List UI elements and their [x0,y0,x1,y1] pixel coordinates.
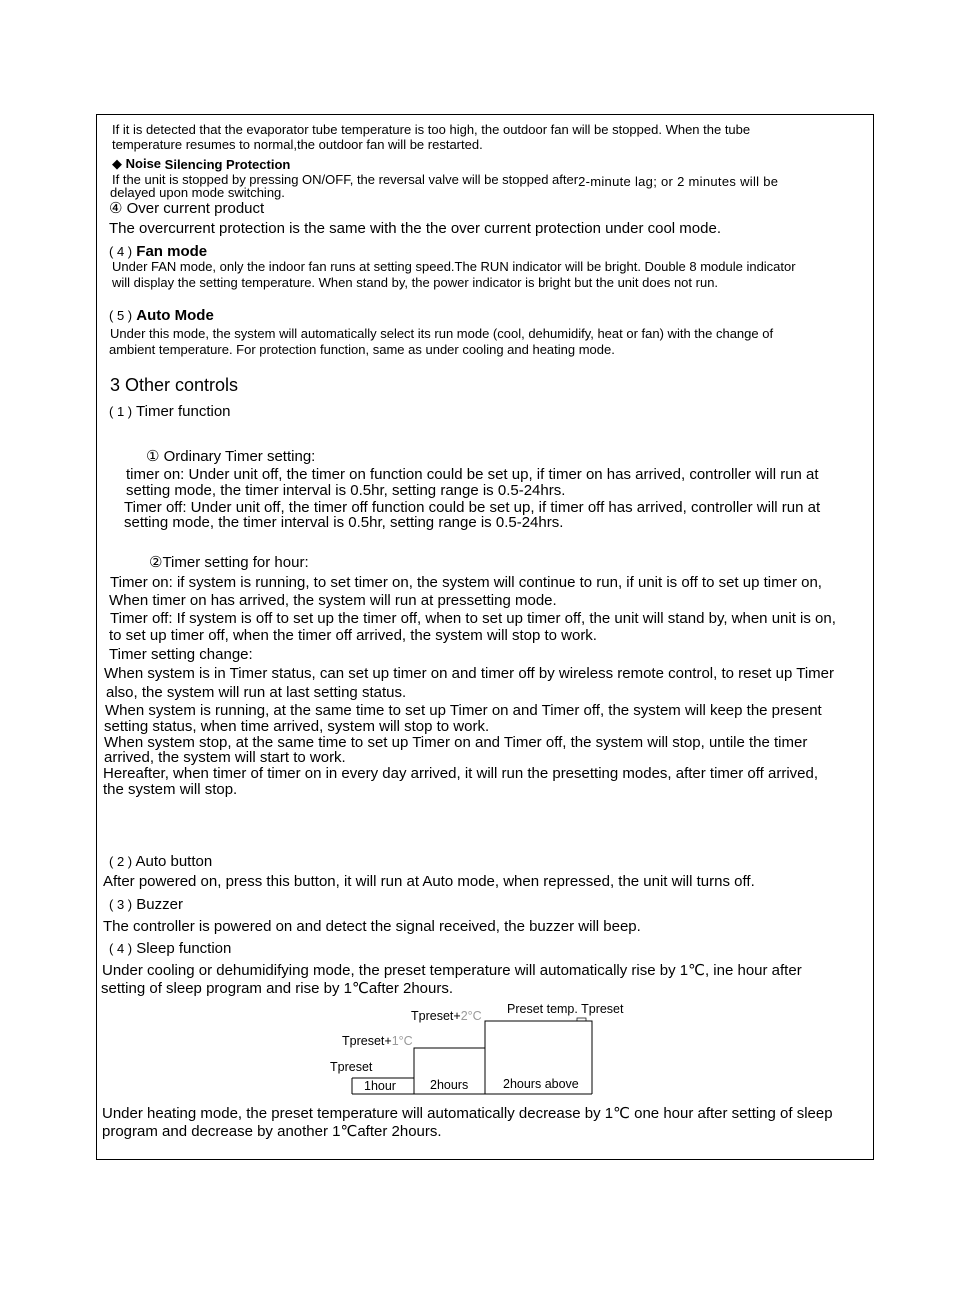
sleep-1b: setting of sleep program and rise by 1℃after 2hours. [101,980,454,997]
hour-1b: When timer on has arrived, the system will run at pressetting mode. [109,592,557,609]
timer-num: ( 1 ) [109,404,133,419]
fan-mode-heading [109,243,207,260]
segment-1hour: 1hour [364,1079,396,1093]
evap-line-2: temperature resumes to normal,the outdoor fan will be restarted. [112,137,483,152]
fan-mode-line-2: will display the setting temperature. When stand by, the power indicator is bright but the unit does not run. [112,275,719,290]
segment-2hours: 2hours [430,1078,469,1092]
evap-line-1: If it is detected that the evaporator tube temperature is too high, the outdoor fan will be stopped. When the tube [112,122,751,137]
noise-line-2: delayed upon mode switching. [110,185,285,200]
heat-1b: program and decrease by another 1℃after 2hours. [102,1123,442,1140]
auto-mode-line-2: ambient temperature. For protection function, same as under cooling and heating mode. [109,342,615,357]
tpreset-plus2-b: 2°C [460,1009,482,1023]
noise-heading [112,157,290,172]
tpreset-plus1-b: 1°C [391,1034,413,1048]
change-3a: When system stop, at the same time to set up Timer on and Timer off, the system will stop, untile the timer [104,734,808,751]
fan-mode-line-1: Under FAN mode, only the indoor fan runs at setting speed.The RUN indicator will be bright. Double 8 module indicator [112,259,796,274]
segment-2hours-above: 2hours above [503,1077,579,1091]
heat-1a: Under heating mode, the preset temperature will automatically decrease by 1℃ one hour after setting of sleep [102,1105,833,1122]
timer-title: Timer function [136,403,231,420]
noise-title-a: Noise [125,156,162,171]
change-2a: When system is running, at the same time to set up Timer on and Timer off, the system will keep the present [105,702,822,719]
sleep-curve-diagram [320,1000,640,1100]
change-1a: When system is in Timer status, can set up timer on and timer off by wireless remote control, to reset up Timer [104,665,834,682]
timer-heading [109,403,231,420]
hour-2b: to set up timer off, when the timer off arrived, the system will stop to work. [109,627,597,644]
hour-1a: Timer on: if system is running, to set timer on, the system will continue to run, if unit is off to set up timer on, [110,574,822,591]
auto-button-title: Auto button [135,853,213,870]
tpreset-label: Tpreset [330,1060,373,1074]
auto-button-heading [109,853,212,870]
buzzer-heading [109,896,183,913]
auto-button-num: ( 2 ) [109,854,133,869]
buzzer-num: ( 3 ) [109,897,133,912]
sleep-heading [109,940,231,957]
change-2b: setting status, when time arrived, system will stop to work. [104,718,490,735]
tpreset-plus2-a: Tpreset+ [411,1009,461,1023]
fan-mode-num: ( 4 ) [109,244,133,259]
overcurrent-text: The overcurrent protection is the same with the the over current protection under cool mode. [109,220,721,237]
ordinary-2a: Timer off: Under unit off, the timer off function could be set up, if timer off has arrived, controller will run at [124,499,821,516]
auto-mode-title: Auto Mode [136,307,214,324]
overcurrent-title: ④ Over current product [109,200,265,217]
tpreset-plus1-a: Tpreset+ [342,1034,392,1048]
sleep-num: ( 4 ) [109,941,133,956]
noise-title-b: Silencing Protection [164,157,291,172]
noise-line-1a: If the unit is stopped by pressing ON/OFF, the reversal valve will be stopped after [112,172,579,187]
change-1b: also, the system will run at last setting status. [106,684,407,701]
preset-temp-label: Preset temp. Tpreset [507,1002,624,1016]
auto-mode-num: ( 5 ) [109,308,133,323]
other-controls-heading: 3 Other controls [110,375,239,395]
hour-2a: Timer off: If system is off to set up the timer off, when to set up timer off, the unit will stand by, when unit is on, [110,610,836,627]
auto-mode-line-1: Under this mode, the system will automatically select its run mode (cool, dehumidify, heat or fan) with the change of [110,326,774,341]
hour-title: ②Timer setting for hour: [149,554,309,571]
sleep-title: Sleep function [136,940,232,957]
ordinary-2b: setting mode, the timer interval is 0.5hr, setting range is 0.5-24hrs. [124,514,564,531]
ordinary-1b: setting mode, the timer interval is 0.5hr, setting range is 0.5-24hrs. [126,482,566,499]
ordinary-1a: timer on: Under unit off, the timer on function could be set up, if timer on has arrived, controller will run at [126,466,819,483]
ordinary-title: ① Ordinary Timer setting: [146,448,316,465]
fan-mode-title: Fan mode [136,243,208,260]
tpreset-plus1-label [342,1035,413,1048]
auto-mode-heading [109,307,214,324]
noise-line-1b: 2-minute lag; or 2 minutes will be [578,174,779,189]
diamond-bullet-icon: ◆ [112,156,122,171]
auto-button-text: After powered on, press this button, it will run at Auto mode, when repressed, the unit will turns off. [103,873,755,890]
change-title: Timer setting change: [109,646,253,663]
change-3b: arrived, the system will start to work. [104,749,346,766]
buzzer-title: Buzzer [136,896,183,913]
sleep-1a: Under cooling or dehumidifying mode, the preset temperature will automatically rise by 1℃, ine hour after [102,962,802,979]
change-4a: Hereafter, when timer of timer on in every day arrived, it will run the presetting modes, after timer off arrived, [103,765,819,782]
tpreset-plus2-label [411,1010,482,1023]
buzzer-text: The controller is powered on and detect the signal received, the buzzer will beep. [103,918,641,935]
change-4b: the system will stop. [103,781,238,798]
